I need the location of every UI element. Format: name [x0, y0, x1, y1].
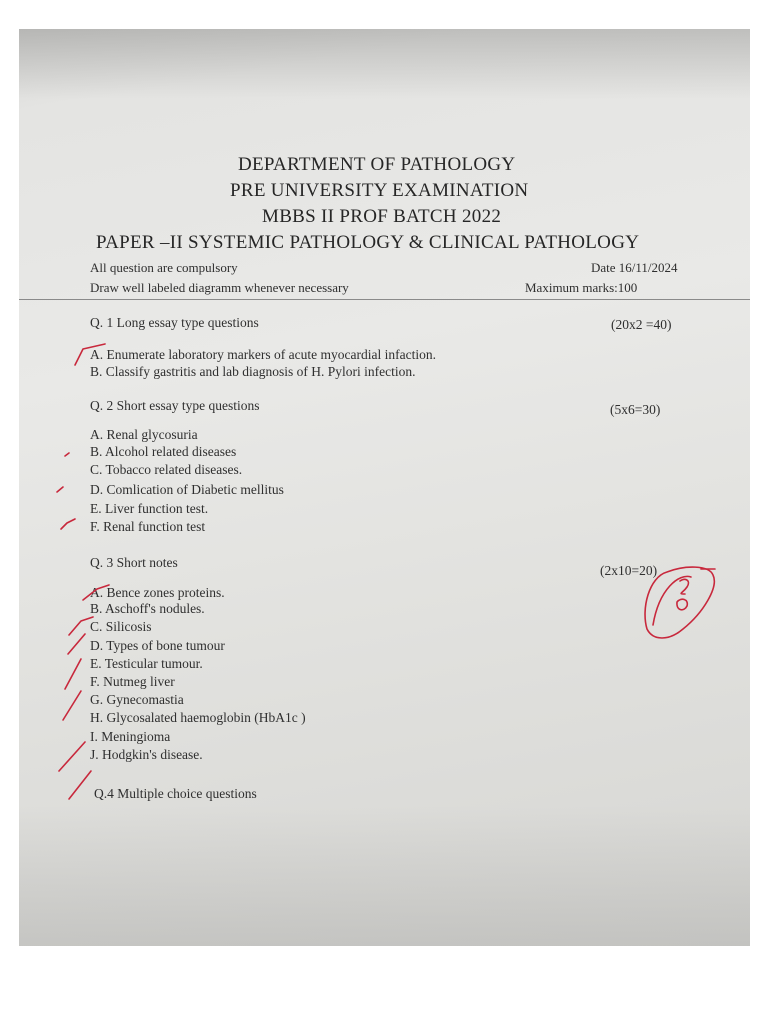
q3-item-h: H. Glycosalated haemoglobin (HbA1c ) [90, 710, 306, 725]
q2-item-c: C. Tobacco related diseases. [90, 462, 243, 477]
header-paper: PAPER –II SYSTEMIC PATHOLOGY & CLINICAL PATHOLOGY [96, 232, 640, 253]
tick-mark [57, 487, 63, 492]
score-digit-0 [677, 599, 687, 610]
tick-mark [69, 617, 93, 635]
q3-item-g: G. Gynecomastia [90, 692, 184, 707]
q3-item-j: J. Hodgkin's disease. [90, 747, 203, 762]
instruction-diagram: Draw well labeled diagramm whenever necessary [90, 280, 349, 295]
q2-item-a: A. Renal glycosuria [90, 427, 198, 442]
red-ink-marks [19, 29, 750, 946]
instruction-compulsory: All question are compulsory [90, 260, 238, 275]
exam-date: Date 16/11/2024 [591, 260, 678, 275]
maximum-marks: Maximum marks:100 [525, 280, 638, 295]
tick-mark [68, 634, 85, 654]
q3-item-d: D. Types of bone tumour [90, 638, 225, 653]
q3-marks: (2x10=20) [600, 563, 658, 578]
tick-mark [61, 519, 75, 529]
q1-marks: (20x2 =40) [611, 317, 672, 332]
q1-item-a: A. Enumerate laboratory markers of acute myocardial infaction. [90, 347, 436, 362]
q3-item-f: F. Nutmeg liver [90, 674, 175, 689]
tick-mark [75, 344, 105, 365]
tick-mark [65, 659, 81, 689]
q2-item-f: F. Renal function test [90, 519, 206, 534]
q4-title: Q.4 Multiple choice questions [94, 786, 257, 801]
tick-mark [59, 742, 85, 771]
q1-item-b: B. Classify gastritis and lab diagnosis of H. Pylori infection. [90, 364, 416, 379]
header-department: DEPARTMENT OF PATHOLOGY [238, 154, 516, 175]
tick-mark [65, 453, 69, 456]
tick-mark [63, 691, 81, 720]
q3-item-a: A. Bence zones proteins. [90, 585, 225, 600]
q3-item-i: I. Meningioma [90, 729, 171, 744]
q2-item-b: B. Alcohol related diseases [90, 444, 237, 459]
q3-item-b: B. Aschoff's nodules. [90, 601, 205, 616]
q2-marks: (5x6=30) [610, 402, 661, 417]
q1-title: Q. 1 Long essay type questions [90, 315, 259, 330]
q2-item-d: D. Comlication of Diabetic mellitus [90, 482, 284, 497]
score-digit-2 [680, 579, 688, 594]
header-exam: PRE UNIVERSITY EXAMINATION [230, 180, 529, 201]
q3-title: Q. 3 Short notes [90, 555, 178, 570]
q3-item-e: E. Testicular tumour. [90, 656, 203, 671]
q3-item-c: C. Silicosis [90, 619, 152, 634]
tick-mark [83, 585, 109, 600]
header-batch: MBBS II PROF BATCH 2022 [262, 206, 502, 227]
q2-item-e: E. Liver function test. [90, 501, 209, 516]
q2-title: Q. 2 Short essay type questions [90, 398, 260, 413]
photographed-exam-paper [19, 29, 750, 946]
tick-mark [69, 771, 91, 799]
